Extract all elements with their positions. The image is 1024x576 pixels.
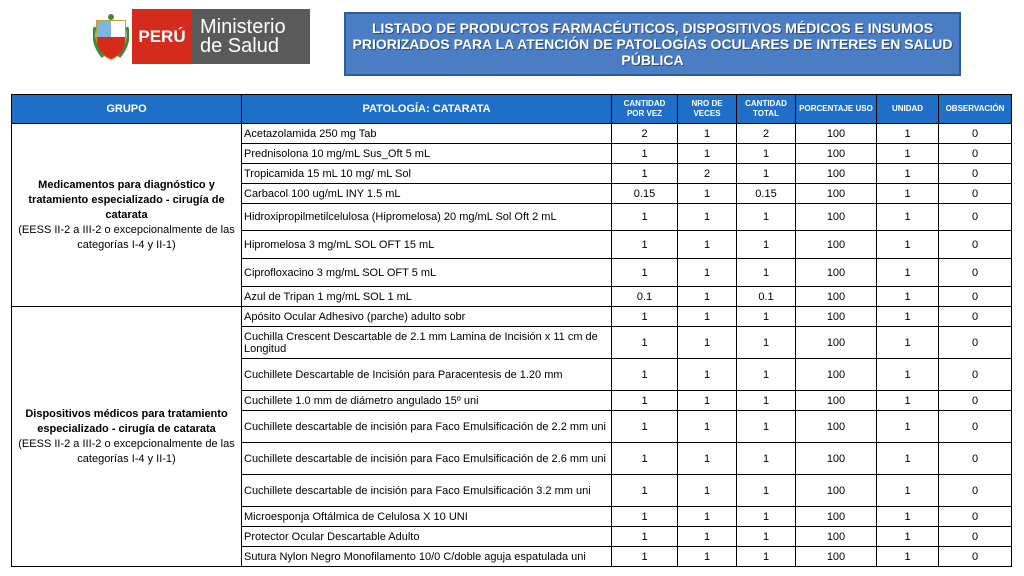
cantidad-por-vez-cell: 1 bbox=[612, 307, 678, 327]
unidad-cell: 1 bbox=[877, 527, 939, 547]
cantidad-total-cell: 0.15 bbox=[737, 184, 796, 204]
porcentaje-uso-cell: 100 bbox=[796, 287, 877, 307]
porcentaje-uso-cell: 100 bbox=[796, 391, 877, 411]
unidad-cell: 1 bbox=[877, 184, 939, 204]
header-cantidad-total: CANTIDAD TOTAL bbox=[737, 95, 796, 124]
cantidad-total-cell: 1 bbox=[737, 327, 796, 359]
porcentaje-uso-cell: 100 bbox=[796, 204, 877, 231]
porcentaje-uso-cell: 100 bbox=[796, 443, 877, 475]
observacion-cell: 0 bbox=[939, 411, 1012, 443]
porcentaje-uso-cell: 100 bbox=[796, 411, 877, 443]
product-cell: Cuchillete 1.0 mm de diámetro angulado 15º uni bbox=[242, 391, 612, 411]
nro-veces-cell: 1 bbox=[678, 287, 737, 307]
product-cell: Cuchillete descartable de incisión para Faco Emulsificación de 2.6 mm uni bbox=[242, 443, 612, 475]
cantidad-total-cell: 1 bbox=[737, 204, 796, 231]
cantidad-por-vez-cell: 1 bbox=[612, 259, 678, 287]
product-cell: Hipromelosa 3 mg/mL SOL OFT 15 mL bbox=[242, 231, 612, 259]
page-title: LISTADO DE PRODUCTOS FARMACÉUTICOS, DISPOSITIVOS MÉDICOS E INSUMOS PRIORIZADOS PARA LA ATENCIÓN DE PATOLOGÍAS OCULARES DE INTERES EN SALUD PÚBLICA bbox=[344, 12, 961, 76]
cantidad-por-vez-cell: 1 bbox=[612, 411, 678, 443]
unidad-cell: 1 bbox=[877, 475, 939, 507]
cantidad-por-vez-cell: 2 bbox=[612, 124, 678, 144]
observacion-cell: 0 bbox=[939, 184, 1012, 204]
product-cell: Sutura Nylon Negro Monofilamento 10/0 C/doble aguja espatulada uni bbox=[242, 547, 612, 567]
porcentaje-uso-cell: 100 bbox=[796, 144, 877, 164]
product-cell: Protector Ocular Descartable Adulto bbox=[242, 527, 612, 547]
header-cantidad-por-vez: CANTIDAD POR VEZ bbox=[612, 95, 678, 124]
cantidad-por-vez-cell: 1 bbox=[612, 391, 678, 411]
nro-veces-cell: 1 bbox=[678, 259, 737, 287]
porcentaje-uso-cell: 100 bbox=[796, 164, 877, 184]
unidad-cell: 1 bbox=[877, 259, 939, 287]
product-cell: Hidroxipropilmetilcelulosa (Hipromelosa) 20 mg/mL Sol Oft 2 mL bbox=[242, 204, 612, 231]
product-cell: Cuchillete Descartable de Incisión para Paracentesis de 1.20 mm bbox=[242, 359, 612, 391]
observacion-cell: 0 bbox=[939, 144, 1012, 164]
product-cell: Azul de Tripan 1 mg/mL SOL 1 mL bbox=[242, 287, 612, 307]
cantidad-total-cell: 1 bbox=[737, 307, 796, 327]
cantidad-por-vez-cell: 1 bbox=[612, 164, 678, 184]
nro-veces-cell: 1 bbox=[678, 475, 737, 507]
cantidad-por-vez-cell: 1 bbox=[612, 327, 678, 359]
ministry-label bbox=[192, 9, 310, 64]
nro-veces-cell: 1 bbox=[678, 204, 737, 231]
nro-veces-cell: 1 bbox=[678, 443, 737, 475]
observacion-cell: 0 bbox=[939, 287, 1012, 307]
header-observacion: OBSERVACIÓN bbox=[939, 95, 1012, 124]
cantidad-por-vez-cell: 0.15 bbox=[612, 184, 678, 204]
cantidad-por-vez-cell: 1 bbox=[612, 507, 678, 527]
peru-label: PERÚ bbox=[132, 9, 192, 64]
observacion-cell: 0 bbox=[939, 391, 1012, 411]
product-cell: Carbacol 100 ug/mL INY 1.5 mL bbox=[242, 184, 612, 204]
header-nro-veces: NRO DE VECES bbox=[678, 95, 737, 124]
observacion-cell: 0 bbox=[939, 231, 1012, 259]
nro-veces-cell: 1 bbox=[678, 231, 737, 259]
cantidad-por-vez-cell: 1 bbox=[612, 144, 678, 164]
nro-veces-cell: 1 bbox=[678, 507, 737, 527]
nro-veces-cell: 1 bbox=[678, 144, 737, 164]
unidad-cell: 1 bbox=[877, 359, 939, 391]
porcentaje-uso-cell: 100 bbox=[796, 184, 877, 204]
product-cell: Acetazolamida 250 mg Tab bbox=[242, 124, 612, 144]
products-table bbox=[11, 94, 1012, 567]
header-unidad: UNIDAD bbox=[877, 95, 939, 124]
nro-veces-cell: 1 bbox=[678, 359, 737, 391]
porcentaje-uso-cell: 100 bbox=[796, 507, 877, 527]
observacion-cell: 0 bbox=[939, 327, 1012, 359]
porcentaje-uso-cell: 100 bbox=[796, 547, 877, 567]
product-cell: Apósito Ocular Adhesivo (parche) adulto sobr bbox=[242, 307, 612, 327]
product-cell: Microesponja Oftálmica de Celulosa X 10 UNI bbox=[242, 507, 612, 527]
nro-veces-cell: 1 bbox=[678, 124, 737, 144]
unidad-cell: 1 bbox=[877, 124, 939, 144]
observacion-cell: 0 bbox=[939, 164, 1012, 184]
porcentaje-uso-cell: 100 bbox=[796, 124, 877, 144]
observacion-cell: 0 bbox=[939, 547, 1012, 567]
table-header-row bbox=[12, 95, 1012, 124]
header-grupo: GRUPO bbox=[12, 95, 242, 124]
cantidad-total-cell: 1 bbox=[737, 475, 796, 507]
group-note: (EESS II-2 a III-2 o excepcionalmente de las categorías I-4 y II-1) bbox=[18, 223, 235, 251]
porcentaje-uso-cell: 100 bbox=[796, 359, 877, 391]
cantidad-total-cell: 1 bbox=[737, 411, 796, 443]
group-title: Dispositivos médicos para tratamiento especializado - cirugía de catarata bbox=[25, 407, 228, 435]
unidad-cell: 1 bbox=[877, 287, 939, 307]
observacion-cell: 0 bbox=[939, 475, 1012, 507]
nro-veces-cell: 1 bbox=[678, 411, 737, 443]
group-note: (EESS II-2 a III-2 o excepcionalmente de las categorías I-4 y II-1) bbox=[18, 437, 235, 465]
cantidad-total-cell: 0.1 bbox=[737, 287, 796, 307]
porcentaje-uso-cell: 100 bbox=[796, 527, 877, 547]
unidad-cell: 1 bbox=[877, 204, 939, 231]
nro-veces-cell: 1 bbox=[678, 391, 737, 411]
product-cell: Ciprofloxacino 3 mg/mL SOL OFT 5 mL bbox=[242, 259, 612, 287]
unidad-cell: 1 bbox=[877, 231, 939, 259]
cantidad-total-cell: 1 bbox=[737, 507, 796, 527]
nro-veces-cell: 1 bbox=[678, 307, 737, 327]
porcentaje-uso-cell: 100 bbox=[796, 231, 877, 259]
observacion-cell: 0 bbox=[939, 359, 1012, 391]
product-cell: Tropicamida 15 mL 10 mg/ mL Sol bbox=[242, 164, 612, 184]
table-row bbox=[12, 307, 1012, 327]
nro-veces-cell: 1 bbox=[678, 527, 737, 547]
cantidad-por-vez-cell: 1 bbox=[612, 204, 678, 231]
cantidad-total-cell: 1 bbox=[737, 164, 796, 184]
cantidad-total-cell: 1 bbox=[737, 527, 796, 547]
cantidad-por-vez-cell: 0.1 bbox=[612, 287, 678, 307]
observacion-cell: 0 bbox=[939, 307, 1012, 327]
nro-veces-cell: 1 bbox=[678, 327, 737, 359]
product-cell: Prednisolona 10 mg/mL Sus_Oft 5 mL bbox=[242, 144, 612, 164]
unidad-cell: 1 bbox=[877, 547, 939, 567]
observacion-cell: 0 bbox=[939, 507, 1012, 527]
observacion-cell: 0 bbox=[939, 259, 1012, 287]
unidad-cell: 1 bbox=[877, 443, 939, 475]
coat-of-arms-icon bbox=[90, 9, 132, 64]
ministry-line2: de Salud bbox=[200, 34, 279, 57]
porcentaje-uso-cell: 100 bbox=[796, 327, 877, 359]
unidad-cell: 1 bbox=[877, 144, 939, 164]
header-patologia: PATOLOGÍA: CATARATA bbox=[242, 95, 612, 124]
product-cell: Cuchillete descartable de incisión para Faco Emulsificación de 2.2 mm uni bbox=[242, 411, 612, 443]
unidad-cell: 1 bbox=[877, 307, 939, 327]
cantidad-total-cell: 1 bbox=[737, 259, 796, 287]
product-cell: Cuchilla Crescent Descartable de 2.1 mm Lamina de Incisión x 11 cm de Longitud bbox=[242, 327, 612, 359]
group-dispositivos bbox=[12, 307, 242, 567]
header-porcentaje-uso: PORCENTAJE USO bbox=[796, 95, 877, 124]
cantidad-total-cell: 1 bbox=[737, 144, 796, 164]
cantidad-por-vez-cell: 1 bbox=[612, 359, 678, 391]
unidad-cell: 1 bbox=[877, 411, 939, 443]
nro-veces-cell: 2 bbox=[678, 164, 737, 184]
group-title: Medicamentos para diagnóstico y tratamiento especializado - cirugía de catarata bbox=[28, 178, 225, 221]
cantidad-total-cell: 1 bbox=[737, 443, 796, 475]
unidad-cell: 1 bbox=[877, 164, 939, 184]
cantidad-total-cell: 1 bbox=[737, 359, 796, 391]
porcentaje-uso-cell: 100 bbox=[796, 475, 877, 507]
unidad-cell: 1 bbox=[877, 391, 939, 411]
product-cell: Cuchillete descartable de incisión para Faco Emulsificación 3.2 mm uni bbox=[242, 475, 612, 507]
observacion-cell: 0 bbox=[939, 124, 1012, 144]
unidad-cell: 1 bbox=[877, 327, 939, 359]
cantidad-total-cell: 1 bbox=[737, 391, 796, 411]
cantidad-por-vez-cell: 1 bbox=[612, 231, 678, 259]
cantidad-total-cell: 2 bbox=[737, 124, 796, 144]
cantidad-por-vez-cell: 1 bbox=[612, 547, 678, 567]
ministry-line1: Ministerio bbox=[200, 15, 286, 38]
cantidad-por-vez-cell: 1 bbox=[612, 475, 678, 507]
unidad-cell: 1 bbox=[877, 507, 939, 527]
porcentaje-uso-cell: 100 bbox=[796, 307, 877, 327]
nro-veces-cell: 1 bbox=[678, 547, 737, 567]
cantidad-por-vez-cell: 1 bbox=[612, 443, 678, 475]
minsa-logo bbox=[90, 9, 310, 64]
porcentaje-uso-cell: 100 bbox=[796, 259, 877, 287]
cantidad-total-cell: 1 bbox=[737, 547, 796, 567]
observacion-cell: 0 bbox=[939, 443, 1012, 475]
observacion-cell: 0 bbox=[939, 527, 1012, 547]
nro-veces-cell: 1 bbox=[678, 184, 737, 204]
observacion-cell: 0 bbox=[939, 204, 1012, 231]
cantidad-por-vez-cell: 1 bbox=[612, 527, 678, 547]
group-medicamentos bbox=[12, 124, 242, 307]
table-row bbox=[12, 124, 1012, 144]
cantidad-total-cell: 1 bbox=[737, 231, 796, 259]
